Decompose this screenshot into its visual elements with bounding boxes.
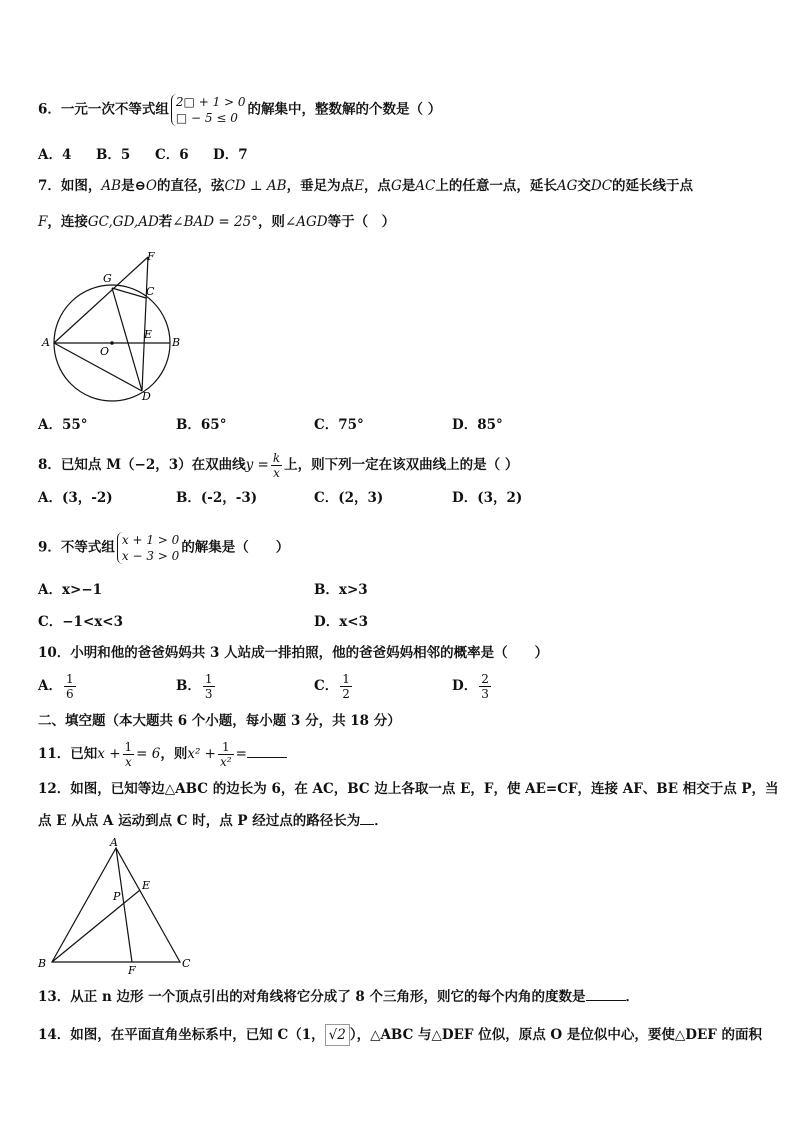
answer-blank-11: [247, 743, 287, 758]
label-d: D: [142, 390, 151, 403]
fraction-k-over-x: $\frac{k}{x}$: [272, 451, 281, 480]
q9-option-b: B．x>3: [314, 582, 368, 598]
q9-option-d: D．x<3: [314, 614, 368, 630]
label-b: B: [38, 957, 47, 970]
question-7-line-1: 7．如图，AB是⊖O的直径，弦CD ⊥ AB，垂足为点E，点G是AC上的任意一点，延长AG交DC的延长线于点: [38, 178, 694, 194]
segment-af: [116, 848, 132, 962]
question-6: 6．一元一次不等式组 2□ + 1 > 0 □ − 5 ≤ 0 的解集中，整数解的个数是（ ）: [38, 95, 442, 125]
label-b: B: [172, 336, 181, 349]
label-e: E: [144, 328, 153, 341]
section-2-title: 二、填空题（本大题共 6 个小题，每小题 3 分，共 18 分）: [38, 713, 401, 729]
q7-circle-figure: [36, 248, 186, 408]
q10-option-d: D． $\frac{2}{3}$: [452, 672, 489, 701]
q10-option-a: A． $\frac{1}{6}$: [38, 672, 74, 701]
q10-option-c: C． $\frac{1}{2}$: [314, 672, 350, 701]
label-c: C: [146, 285, 155, 298]
q6-option-a: A．4: [38, 147, 72, 163]
segment-gd: [112, 288, 142, 391]
question-12-line-2: 点 E 从点 A 运动到点 C 时，点 P 经过点的路径长为 ．: [38, 810, 760, 831]
label-c: C: [182, 957, 191, 970]
sqrt-2: √2: [325, 1024, 350, 1046]
q7-option-d: D．85°: [452, 417, 503, 433]
label-a: A: [42, 336, 50, 349]
q7-option-a: A．55°: [38, 417, 88, 433]
label-f: F: [128, 964, 136, 976]
question-11: 11．已知x + $\frac{1}{x}$ = 6，则x² + $\frac{1}{\text{x²}}$ =: [38, 740, 760, 769]
q8-option-d: D．(3，2): [452, 490, 523, 506]
q9-option-c: C．−1<x<3: [38, 614, 124, 630]
segment-ad: [54, 343, 142, 391]
q7-option-b: B．65°: [176, 417, 227, 433]
answer-blank-13: [586, 986, 626, 1001]
question-7-line-2: F，连接GC,GD,AD若∠BAD = 25°，则∠AGD等于（ ）: [38, 214, 396, 230]
q6-option-d: D．7: [213, 147, 248, 163]
q9-option-a: A．x>−1: [38, 582, 103, 598]
answer-blank-12: [360, 810, 374, 825]
q8-option-a: A．(3，-2): [38, 490, 113, 506]
q7-option-c: C．75°: [314, 417, 364, 433]
q8-option-c: C．(2，3): [314, 490, 384, 506]
segment-fd: [142, 257, 148, 391]
question-13: 13．从正 n 边形 一个顶点引出的对角线将它分成了 8 个三角形，则它的每个内角的度数是 ．: [38, 986, 760, 1007]
inequality-system-9: x + 1 > 0 x − 3 > 0: [117, 532, 179, 564]
label-g: G: [103, 272, 112, 285]
question-14: 14．如图，在平面直角坐标系中，已知 C（1， √2 ），△ABC 与△DEF 位似，原点 O 是位似中心，要使△DEF 的面积: [38, 1024, 760, 1046]
q6-option-c: C．6: [155, 147, 189, 163]
label-e: E: [142, 879, 151, 892]
q12-triangle-figure: [36, 836, 196, 976]
label-a: A: [110, 836, 118, 849]
segment-af: [54, 257, 148, 343]
q8-option-b: B．(-2，-3): [176, 490, 258, 506]
question-10: 10．小明和他的爸爸妈妈共 3 人站成一排拍照，他的爸爸妈妈相邻的概率是（ ）: [38, 645, 549, 661]
q6-option-b: B．5: [96, 147, 131, 163]
question-8: 8．已知点 M（−2，3）在双曲线y = $\frac{k}{x}$ 上，则下列一定在该双曲线上的是（ ）: [38, 451, 519, 480]
question-12-line-1: 12．如图，已知等边△ABC 的边长为 6，在 AC，BC 边上各取一点 E，F，使 AE=CF，连接 AF、BE 相交于点 P，当: [38, 781, 779, 797]
inequality-system: 2□ + 1 > 0 □ − 5 ≤ 0: [171, 94, 246, 126]
triangle-abc: [52, 848, 180, 962]
label-f: F: [147, 250, 155, 263]
q10-option-b: B． $\frac{1}{3}$: [176, 672, 213, 701]
center-dot: [110, 341, 114, 345]
label-o: O: [100, 345, 110, 358]
label-p: P: [113, 890, 121, 903]
question-9: 9．不等式组 x + 1 > 0 x − 3 > 0 的解集是（ ）: [38, 533, 290, 563]
